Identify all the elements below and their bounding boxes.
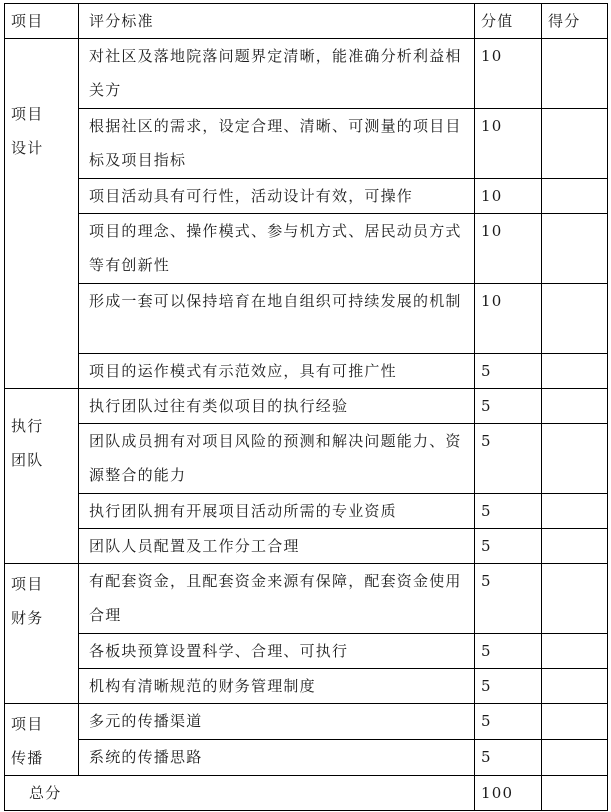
score-cell: 5 bbox=[475, 564, 542, 634]
score-cell: 5 bbox=[475, 740, 542, 776]
category-label: 项目 传播 bbox=[11, 715, 44, 767]
obtained-score-cell bbox=[542, 389, 608, 424]
table-row bbox=[5, 740, 608, 776]
score-cell: 5 bbox=[475, 354, 542, 389]
score-cell: 5 bbox=[475, 634, 542, 669]
category-cell-design bbox=[5, 39, 79, 389]
table-row bbox=[5, 634, 608, 669]
table-row bbox=[5, 284, 608, 354]
criteria-cell: 各板块预算设置科学、合理、可执行 bbox=[79, 634, 475, 669]
score-cell: 10 bbox=[475, 39, 542, 109]
score-cell: 5 bbox=[475, 389, 542, 424]
criteria-cell: 团队人员配置及工作分工合理 bbox=[79, 529, 475, 564]
category-label: 执行 团队 bbox=[11, 417, 44, 469]
header-criteria: 评分标准 bbox=[79, 4, 475, 39]
criteria-cell: 执行团队过往有类似项目的执行经验 bbox=[79, 389, 475, 424]
obtained-score-cell bbox=[542, 424, 608, 494]
obtained-score-cell bbox=[542, 39, 608, 109]
total-obtained-cell bbox=[542, 776, 608, 811]
criteria-cell: 项目活动具有可行性，活动设计有效，可操作 bbox=[79, 179, 475, 214]
score-cell: 10 bbox=[475, 284, 542, 354]
header-score: 分值 bbox=[475, 4, 542, 39]
score-cell: 10 bbox=[475, 214, 542, 284]
score-cell: 5 bbox=[475, 494, 542, 529]
criteria-cell: 形成一套可以保持培育在地自组织可持续发展的机制 bbox=[79, 284, 475, 354]
table-row bbox=[5, 109, 608, 179]
table-row bbox=[5, 39, 608, 109]
table-row bbox=[5, 354, 608, 389]
obtained-score-cell bbox=[542, 354, 608, 389]
score-cell: 5 bbox=[475, 529, 542, 564]
obtained-score-cell bbox=[542, 669, 608, 704]
criteria-cell: 有配套资金，且配套资金来源有保障，配套资金使用合理 bbox=[79, 564, 475, 634]
obtained-score-cell bbox=[542, 214, 608, 284]
table-header-row bbox=[5, 4, 608, 39]
category-cell-team bbox=[5, 389, 79, 564]
criteria-cell: 系统的传播思路 bbox=[79, 740, 475, 776]
criteria-cell: 执行团队拥有开展项目活动所需的专业资质 bbox=[79, 494, 475, 529]
score-cell: 5 bbox=[475, 424, 542, 494]
table-row bbox=[5, 564, 608, 634]
obtained-score-cell bbox=[542, 179, 608, 214]
table-row bbox=[5, 704, 608, 740]
obtained-score-cell bbox=[542, 564, 608, 634]
criteria-cell: 根据社区的需求，设定合理、清晰、可测量的项目目标及项目指标 bbox=[79, 109, 475, 179]
obtained-score-cell bbox=[542, 740, 608, 776]
header-obtained: 得分 bbox=[542, 4, 608, 39]
table-row bbox=[5, 669, 608, 704]
criteria-cell: 项目的理念、操作模式、参与机方式、居民动员方式等有创新性 bbox=[79, 214, 475, 284]
table-row bbox=[5, 179, 608, 214]
category-cell-finance bbox=[5, 564, 79, 704]
obtained-score-cell bbox=[542, 704, 608, 740]
total-score: 100 bbox=[475, 776, 542, 811]
criteria-cell: 对社区及落地院落问题界定清晰，能准确分析利益相关方 bbox=[79, 39, 475, 109]
table-row bbox=[5, 424, 608, 494]
table-row bbox=[5, 529, 608, 564]
total-row bbox=[5, 776, 608, 811]
category-cell-communication bbox=[5, 704, 79, 776]
category-label: 项目 财务 bbox=[11, 575, 44, 627]
criteria-cell: 多元的传播渠道 bbox=[79, 704, 475, 740]
score-cell: 10 bbox=[475, 179, 542, 214]
obtained-score-cell bbox=[542, 634, 608, 669]
table-row bbox=[5, 214, 608, 284]
criteria-cell: 团队成员拥有对项目风险的预测和解决问题能力、资源整合的能力 bbox=[79, 424, 475, 494]
total-label: 总分 bbox=[5, 776, 475, 811]
criteria-cell: 项目的运作模式有示范效应，具有可推广性 bbox=[79, 354, 475, 389]
obtained-score-cell bbox=[542, 109, 608, 179]
score-cell: 10 bbox=[475, 109, 542, 179]
header-category: 项目 bbox=[5, 4, 79, 39]
obtained-score-cell bbox=[542, 284, 608, 354]
table-row bbox=[5, 389, 608, 424]
category-label: 项目 设计 bbox=[11, 105, 44, 157]
score-cell: 5 bbox=[475, 704, 542, 740]
scoring-table bbox=[4, 3, 608, 811]
obtained-score-cell bbox=[542, 529, 608, 564]
table-row bbox=[5, 494, 608, 529]
criteria-cell: 机构有清晰规范的财务管理制度 bbox=[79, 669, 475, 704]
score-cell: 5 bbox=[475, 669, 542, 704]
obtained-score-cell bbox=[542, 494, 608, 529]
